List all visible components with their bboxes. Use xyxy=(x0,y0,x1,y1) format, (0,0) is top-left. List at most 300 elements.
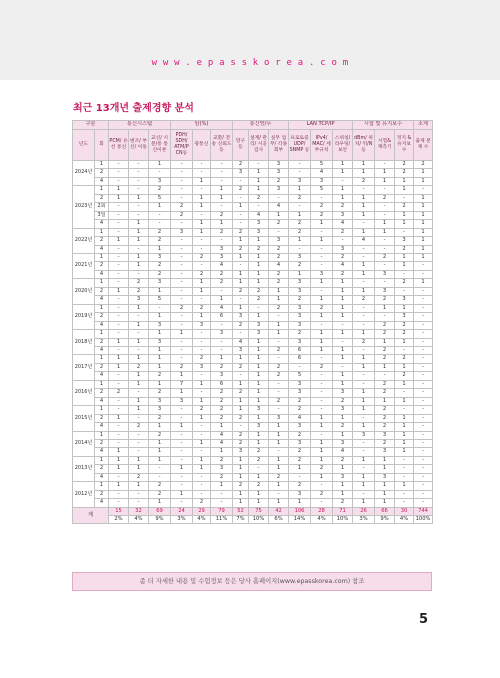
table-cell: 1 xyxy=(375,490,395,498)
table-cell: - xyxy=(311,380,333,388)
table-cell: 2 xyxy=(311,363,333,371)
table-cell: 2 xyxy=(233,228,249,236)
table-cell: - xyxy=(414,490,433,498)
table-cell: - xyxy=(249,203,269,211)
table-cell: - xyxy=(353,372,375,380)
table-cell: 2 xyxy=(269,177,289,185)
table-cell: - xyxy=(414,389,433,397)
table-cell: 1 xyxy=(395,186,414,194)
table-cell: - xyxy=(353,253,375,261)
table-cell: 1 xyxy=(249,279,269,287)
table-cell: 4 xyxy=(211,262,233,270)
column-header: 망구 등 xyxy=(233,130,249,161)
table-cell: 1 xyxy=(211,423,233,431)
table-cell: 1 xyxy=(269,423,289,431)
round-cell: 4 xyxy=(95,372,109,380)
total-cell: 29 xyxy=(193,507,211,515)
table-cell: 4 xyxy=(311,169,333,177)
table-cell: 1 xyxy=(249,169,269,177)
table-cell: - xyxy=(193,389,211,397)
table-cell: - xyxy=(353,346,375,354)
table-cell: 1 xyxy=(233,279,249,287)
table-cell: 1 xyxy=(311,330,333,338)
table-cell: - xyxy=(109,439,129,447)
table-cell: 1 xyxy=(193,177,211,185)
table-cell: - xyxy=(269,228,289,236)
round-cell: 4 xyxy=(95,321,109,329)
exam-trend-table-wrap xyxy=(72,120,432,524)
table-cell: - xyxy=(269,355,289,363)
table-cell: - xyxy=(333,177,353,185)
table-cell: 2 xyxy=(333,397,353,405)
table-cell: 1 xyxy=(333,465,353,473)
total-cell: 69 xyxy=(149,507,171,515)
year-cell: 2023년 xyxy=(73,186,95,228)
table-cell: - xyxy=(311,397,333,405)
table-cell: 2 xyxy=(249,287,269,295)
table-cell: 2 xyxy=(193,499,211,507)
percent-cell: 4% xyxy=(395,516,414,524)
total-cell: 106 xyxy=(289,507,311,515)
table-cell: - xyxy=(269,338,289,346)
table-cell: 1 xyxy=(149,313,171,321)
table-cell: 1 xyxy=(109,194,129,202)
table-cell: 1 xyxy=(395,253,414,261)
percent-cell: 7% xyxy=(233,516,249,524)
column-header: 실무 업무/ 각종회부 xyxy=(269,130,289,161)
table-cell: 2 xyxy=(249,456,269,464)
table-cell: 1 xyxy=(233,253,249,261)
table-cell: - xyxy=(395,287,414,295)
table-cell: - xyxy=(375,203,395,211)
table-cell: 2 xyxy=(249,448,269,456)
round-cell: 2 xyxy=(95,439,109,447)
table-cell: 1 xyxy=(149,423,171,431)
table-cell: - xyxy=(211,321,233,329)
table-cell: 3 xyxy=(395,313,414,321)
table-cell: - xyxy=(193,161,211,169)
round-cell: 1 xyxy=(95,186,109,194)
table-row xyxy=(73,380,433,388)
round-cell: 4 xyxy=(95,296,109,304)
table-cell: - xyxy=(149,169,171,177)
percent-cell: 4% xyxy=(193,516,211,524)
table-cell: 1 xyxy=(395,448,414,456)
table-cell: 1 xyxy=(311,456,333,464)
table-cell: 1 xyxy=(414,245,433,253)
table-cell: 1 xyxy=(311,296,333,304)
table-row xyxy=(73,186,433,194)
table-cell: 1 xyxy=(333,380,353,388)
table-cell: 1 xyxy=(353,262,375,270)
table-cell: - xyxy=(353,220,375,228)
table-cell: - xyxy=(171,161,193,169)
table-cell: - xyxy=(171,313,193,321)
table-cell: 1 xyxy=(353,363,375,371)
table-cell: 1 xyxy=(193,220,211,228)
table-cell: 1 xyxy=(353,228,375,236)
table-cell: 1 xyxy=(233,406,249,414)
table-cell: 1 xyxy=(149,363,171,371)
table-cell: 2 xyxy=(414,161,433,169)
table-cell: - xyxy=(129,330,149,338)
table-row xyxy=(73,372,433,380)
table-cell: 2 xyxy=(211,211,233,219)
table-cell: 1 xyxy=(353,355,375,363)
table-row xyxy=(73,161,433,169)
round-cell: 4 xyxy=(95,499,109,507)
table-cell: 1 xyxy=(149,245,171,253)
percent-cell: 11% xyxy=(211,516,233,524)
table-cell: 1 xyxy=(233,456,249,464)
table-cell: 3 xyxy=(395,296,414,304)
round-cell: 2 xyxy=(95,490,109,498)
table-cell: 1 xyxy=(353,194,375,202)
table-cell: 1 xyxy=(311,439,333,447)
table-cell: 1 xyxy=(129,262,149,270)
table-cell: - xyxy=(311,389,333,397)
table-cell: - xyxy=(249,161,269,169)
table-cell: 7 xyxy=(171,380,193,388)
table-cell: 1 xyxy=(311,237,333,245)
group-header: 통신시스템 xyxy=(109,121,171,130)
table-cell: 1 xyxy=(249,380,269,388)
table-cell: 2 xyxy=(333,423,353,431)
table-cell: - xyxy=(414,473,433,481)
table-cell: - xyxy=(395,456,414,464)
round-cell: 1 xyxy=(95,161,109,169)
table-cell: 1 xyxy=(333,186,353,194)
table-cell: 2 xyxy=(311,203,333,211)
table-cell: - xyxy=(249,465,269,473)
total-cell: 75 xyxy=(249,507,269,515)
table-cell: 1 xyxy=(129,397,149,405)
table-cell: - xyxy=(375,186,395,194)
table-cell: 1 xyxy=(375,363,395,371)
table-cell: 1 xyxy=(333,431,353,439)
table-cell: - xyxy=(395,499,414,507)
table-cell: 3 xyxy=(333,389,353,397)
table-row xyxy=(73,423,433,431)
table-row xyxy=(73,338,433,346)
table-cell: 1 xyxy=(311,313,333,321)
table-cell: 2 xyxy=(149,431,171,439)
table-cell: 2 xyxy=(211,456,233,464)
table-cell: 1 xyxy=(193,228,211,236)
table-cell: - xyxy=(395,465,414,473)
table-cell: 1 xyxy=(353,169,375,177)
table-cell: 4 xyxy=(233,338,249,346)
table-cell: 1 xyxy=(269,321,289,329)
table-cell: 2 xyxy=(211,270,233,278)
table-cell: - xyxy=(311,482,333,490)
table-cell: - xyxy=(193,473,211,481)
table-cell: 1 xyxy=(269,330,289,338)
percent-cell: 2% xyxy=(109,516,129,524)
total-cell: 24 xyxy=(171,507,193,515)
table-cell: 1 xyxy=(414,211,433,219)
table-cell: 1 xyxy=(333,482,353,490)
table-cell: 2 xyxy=(249,482,269,490)
table-row xyxy=(73,211,433,219)
table-cell: 6 xyxy=(211,380,233,388)
table-cell: 1 xyxy=(171,423,193,431)
table-cell: - xyxy=(289,473,311,481)
table-cell: 2 xyxy=(289,397,311,405)
percent-cell: 3% xyxy=(353,516,375,524)
table-cell: 1 xyxy=(311,448,333,456)
table-cell: - xyxy=(395,406,414,414)
table-cell: 2 xyxy=(149,270,171,278)
table-cell: 1 xyxy=(269,456,289,464)
table-cell: - xyxy=(414,406,433,414)
table-cell: - xyxy=(211,490,233,498)
table-cell: - xyxy=(395,490,414,498)
total-cell: 32 xyxy=(129,507,149,515)
table-cell: 3 xyxy=(249,321,269,329)
table-cell: 1 xyxy=(211,355,233,363)
total-cell: 66 xyxy=(375,507,395,515)
year-cell: 2015년 xyxy=(73,406,95,431)
table-cell: - xyxy=(171,296,193,304)
table-cell: 2 xyxy=(353,177,375,185)
table-cell: 1 xyxy=(109,414,129,422)
table-cell: 2 xyxy=(269,473,289,481)
table-cell: 1 xyxy=(333,194,353,202)
table-cell: 3 xyxy=(211,245,233,253)
table-cell: - xyxy=(289,161,311,169)
round-cell: 1 xyxy=(95,482,109,490)
table-cell: 3 xyxy=(333,406,353,414)
table-row xyxy=(73,448,433,456)
table-cell: - xyxy=(414,304,433,312)
table-cell: 1 xyxy=(193,397,211,405)
table-cell: 2 xyxy=(395,161,414,169)
table-cell: - xyxy=(414,270,433,278)
table-cell: 1 xyxy=(129,456,149,464)
table-cell: 2 xyxy=(375,389,395,397)
table-cell: 1 xyxy=(109,186,129,194)
table-cell: 2 xyxy=(289,330,311,338)
table-cell: 3 xyxy=(289,304,311,312)
table-cell: 1 xyxy=(129,482,149,490)
table-cell: - xyxy=(193,296,211,304)
table-cell: 1 xyxy=(333,279,353,287)
table-cell: 2 xyxy=(269,372,289,380)
table-row xyxy=(73,482,433,490)
table-cell: 1 xyxy=(353,482,375,490)
percent-cell: 6% xyxy=(269,516,289,524)
table-cell: 1 xyxy=(149,448,171,456)
table-cell: - xyxy=(171,270,193,278)
round-cell: 1 xyxy=(95,380,109,388)
table-cell: 1 xyxy=(311,220,333,228)
round-cell: 4 xyxy=(95,220,109,228)
table-cell: 3 xyxy=(193,363,211,371)
table-cell: - xyxy=(289,169,311,177)
table-cell: - xyxy=(269,380,289,388)
table-cell: 2 xyxy=(333,270,353,278)
table-cell: 1 xyxy=(269,431,289,439)
table-cell: - xyxy=(414,423,433,431)
table-cell: 3 xyxy=(149,397,171,405)
table-cell: 1 xyxy=(171,389,193,397)
table-cell: - xyxy=(289,203,311,211)
table-cell: 2 xyxy=(233,186,249,194)
table-cell: - xyxy=(414,397,433,405)
table-cell: 2 xyxy=(171,304,193,312)
table-cell: 2 xyxy=(193,270,211,278)
table-cell: 1 xyxy=(249,186,269,194)
table-cell: 3 xyxy=(375,270,395,278)
year-cell: 2020년 xyxy=(73,279,95,304)
table-cell: - xyxy=(109,330,129,338)
round-cell: 4 xyxy=(95,346,109,354)
table-cell: - xyxy=(311,262,333,270)
table-cell: 1 xyxy=(375,220,395,228)
table-cell: - xyxy=(311,431,333,439)
table-cell: 5 xyxy=(149,194,171,202)
table-cell: 1 xyxy=(129,228,149,236)
table-cell: 1 xyxy=(249,338,269,346)
percent-cell: 9% xyxy=(149,516,171,524)
table-cell: 1 xyxy=(233,465,249,473)
table-cell: 3 xyxy=(149,279,171,287)
table-cell: 1 xyxy=(249,363,269,371)
table-cell: 1 xyxy=(193,203,211,211)
table-cell: 1 xyxy=(149,355,171,363)
table-cell: - xyxy=(193,448,211,456)
table-cell: - xyxy=(109,203,129,211)
table-cell: 2 xyxy=(249,194,269,202)
column-header: 시험& 계측기 xyxy=(375,130,395,161)
table-cell: - xyxy=(109,262,129,270)
table-cell: - xyxy=(233,211,249,219)
group-header-row xyxy=(73,121,433,130)
reference-note: 좀 더 자세한 내용 및 수험정보 등은 당사 홈페이지(www.epasskorea.com) 참조 xyxy=(72,572,432,591)
table-row xyxy=(73,397,433,405)
table-cell: 1 xyxy=(233,490,249,498)
table-cell: 2 xyxy=(233,245,249,253)
table-cell: 1 xyxy=(395,338,414,346)
round-cell: 1 xyxy=(95,279,109,287)
table-cell: - xyxy=(269,406,289,414)
table-cell: 4 xyxy=(249,211,269,219)
table-cell: 1 xyxy=(395,439,414,447)
total-row xyxy=(73,507,433,515)
column-header: 교환/ 전송 신뢰도등 xyxy=(211,130,233,161)
year-cell: 2012년 xyxy=(73,482,95,507)
table-cell: 3 xyxy=(249,406,269,414)
table-cell: 2 xyxy=(395,245,414,253)
table-cell: - xyxy=(311,245,333,253)
table-cell: 2 xyxy=(233,287,249,295)
table-cell: 2 xyxy=(375,355,395,363)
table-cell: 1 xyxy=(249,177,269,185)
table-cell: - xyxy=(333,321,353,329)
table-cell: - xyxy=(171,220,193,228)
table-cell: 3 xyxy=(289,253,311,261)
table-cell: - xyxy=(211,169,233,177)
group-header: 소계 xyxy=(414,121,433,130)
table-cell: 1 xyxy=(395,304,414,312)
table-cell: - xyxy=(395,194,414,202)
table-cell: 1 xyxy=(129,406,149,414)
table-cell: 2 xyxy=(375,321,395,329)
header-band xyxy=(0,0,500,80)
table-cell: 4 xyxy=(353,237,375,245)
table-cell: 3 xyxy=(269,237,289,245)
table-cell: - xyxy=(129,431,149,439)
table-cell: 1 xyxy=(109,287,129,295)
table-cell: - xyxy=(414,372,433,380)
table-cell: 1 xyxy=(269,296,289,304)
table-row xyxy=(73,296,433,304)
table-cell: 2 xyxy=(211,228,233,236)
table-cell: 2 xyxy=(149,262,171,270)
table-cell: 2 xyxy=(375,380,395,388)
table-cell: 1 xyxy=(249,439,269,447)
table-cell: - xyxy=(109,228,129,236)
table-cell: - xyxy=(171,448,193,456)
exam-trend-table xyxy=(72,120,433,524)
table-cell: - xyxy=(193,237,211,245)
table-cell: 1 xyxy=(333,330,353,338)
total-cell: 15 xyxy=(109,507,129,515)
round-cell: 4 xyxy=(95,423,109,431)
table-cell: 3 xyxy=(269,414,289,422)
table-cell: 2 xyxy=(233,482,249,490)
table-cell: 2 xyxy=(333,228,353,236)
page-title: 최근 13개년 출제경향 분석 xyxy=(73,103,194,114)
total-cell: 52 xyxy=(233,507,249,515)
table-cell: - xyxy=(269,313,289,321)
table-cell: 2 xyxy=(395,203,414,211)
table-cell: - xyxy=(353,448,375,456)
table-cell: 1 xyxy=(249,490,269,498)
table-cell: 1 xyxy=(249,253,269,261)
table-cell: - xyxy=(193,431,211,439)
table-row xyxy=(73,177,433,185)
table-cell: 3 xyxy=(233,448,249,456)
table-cell: 2 xyxy=(129,287,149,295)
table-cell: - xyxy=(193,346,211,354)
table-cell: - xyxy=(414,338,433,346)
table-row xyxy=(73,330,433,338)
header-url: w w w . e p a s s k o r e a . c o m xyxy=(151,58,349,68)
table-cell: - xyxy=(171,321,193,329)
table-cell: - xyxy=(109,296,129,304)
table-cell: 1 xyxy=(375,397,395,405)
table-cell: 1 xyxy=(375,169,395,177)
table-row xyxy=(73,228,433,236)
table-cell: - xyxy=(171,406,193,414)
table-cell: - xyxy=(109,380,129,388)
year-cell: 2019년 xyxy=(73,304,95,329)
table-cell: - xyxy=(233,330,249,338)
table-cell: 3 xyxy=(289,439,311,447)
table-cell: 2 xyxy=(149,237,171,245)
table-cell: 1 xyxy=(375,177,395,185)
table-cell: - xyxy=(109,161,129,169)
round-cell: 2 xyxy=(95,262,109,270)
table-cell: - xyxy=(129,448,149,456)
table-cell: 1 xyxy=(414,169,433,177)
table-cell: 4 xyxy=(211,431,233,439)
table-cell: 1 xyxy=(333,287,353,295)
table-cell: 1 xyxy=(233,355,249,363)
table-cell: 1 xyxy=(249,372,269,380)
